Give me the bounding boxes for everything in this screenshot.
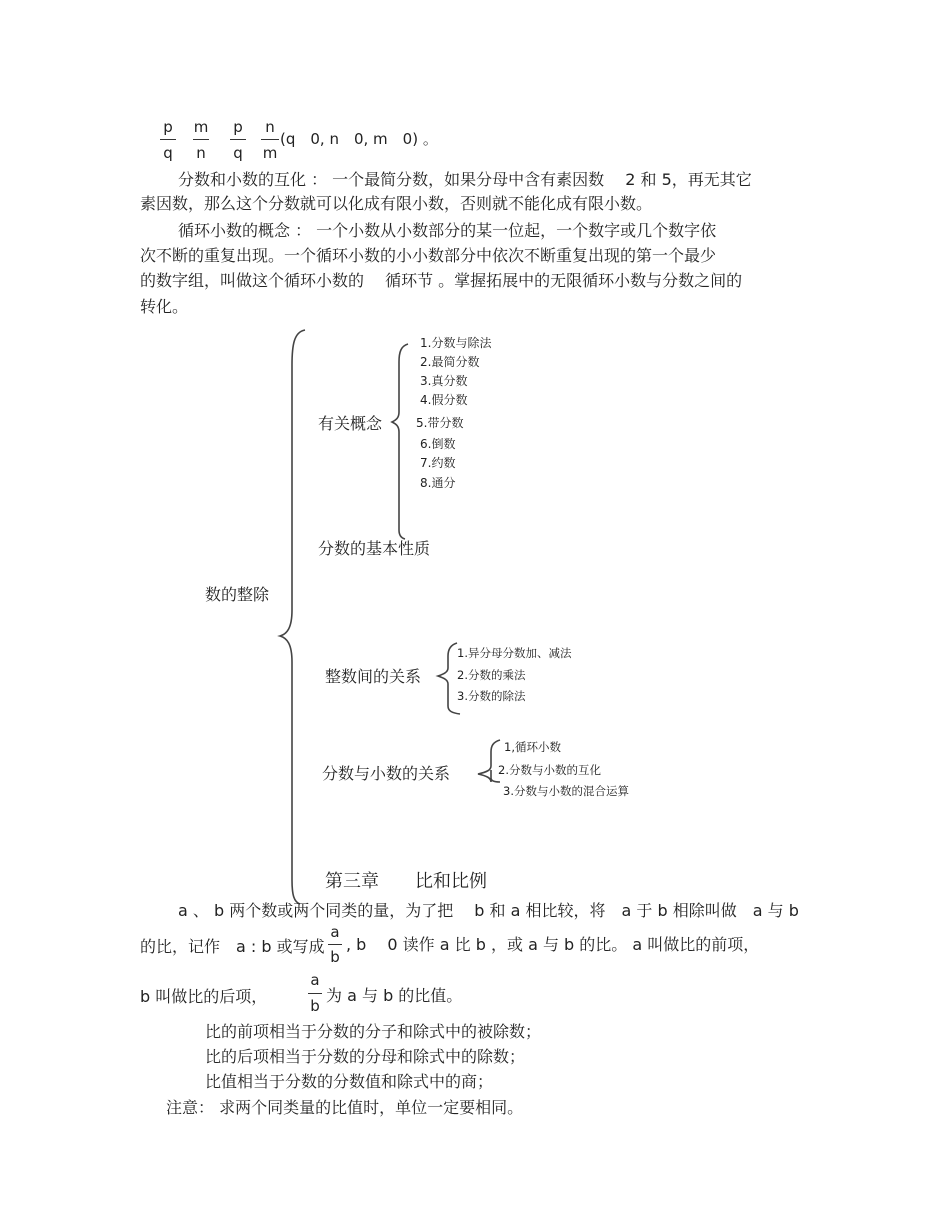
mindmap-leaf: 2.最简分数	[420, 355, 480, 369]
mindmap-leaf: 2.分数与小数的互化	[498, 763, 601, 777]
paragraph-line: 的比，记作 a : b 或写成	[140, 937, 325, 956]
mindmap-leaf: 7.约数	[420, 456, 456, 470]
mindmap-leaf: 8.通分	[420, 476, 456, 490]
fraction-numerator: n	[265, 118, 275, 136]
mindmap-branch-concepts: 有关概念	[318, 414, 383, 433]
mindmap-leaf: 4.假分数	[420, 393, 468, 407]
attention-note: 注意： 求两个同类量的比值时，单位一定要相同。	[166, 1098, 524, 1117]
mindmap-leaf: 3.分数的除法	[457, 689, 526, 703]
fraction-denominator: m	[262, 144, 278, 162]
mindmap-leaf: 6.倒数	[420, 437, 456, 451]
fraction-bar	[328, 944, 342, 945]
chapter-title: 第三章 比和比例	[325, 871, 487, 892]
fraction-denominator: q	[233, 144, 243, 162]
paragraph-line: 次不断的重复出现。一个循环小数的小小数部分中依次不断重复出现的第一个最少	[140, 246, 717, 265]
paragraph-line: a 、 b 两个数或两个同类的量，为了把 b 和 a 相比较，将 a 于 b 相除叫做 a 与 b	[178, 901, 799, 920]
paragraph-line: 为 a 与 b 的比值。	[326, 986, 463, 1005]
fraction-denominator: q	[163, 144, 173, 162]
mindmap-leaf: 1,循环小数	[504, 740, 561, 754]
mindmap-branch-decimals: 分数与小数的关系	[322, 764, 451, 783]
paragraph-line: 素因数，那么这个分数就可以化成有限小数，否则就不能化成有限小数。	[140, 194, 653, 213]
note-line: 比的前项相当于分数的分子和除式中的被除数；	[205, 1022, 542, 1041]
fraction-denominator: n	[196, 144, 206, 162]
fraction-numerator: m	[193, 118, 209, 136]
paragraph-line: 转化。	[140, 297, 189, 316]
mindmap-leaf: 1.异分母分数加、减法	[457, 646, 572, 660]
paragraph-line: 的数字组，叫做这个循环小数的 循环节 。掌握拓展中的无限循环小数与分数之间的	[140, 271, 743, 290]
fraction-numerator: a	[310, 971, 320, 989]
formula-conditions: (q 0, n 0, m 0) 。	[280, 130, 438, 148]
paragraph-line: 循环小数的概念 ： 一个小数从小数部分的某一位起，一个数字或几个数字依	[178, 221, 717, 240]
note-line: 比的后项相当于分数的分母和除式中的除数；	[205, 1047, 526, 1066]
fraction-numerator: p	[233, 118, 243, 136]
mindmap-leaf: 5.带分数	[416, 416, 464, 430]
fraction-denominator: b	[330, 948, 340, 966]
mindmap-leaf: 3.真分数	[420, 374, 468, 388]
fraction-denominator: b	[310, 997, 320, 1015]
mindmap-branch-property: 分数的基本性质	[318, 539, 431, 558]
mindmap-leaf: 1.分数与除法	[420, 336, 492, 350]
note-line: 比值相当于分数的分数值和除式中的商；	[205, 1072, 494, 1091]
paragraph-line: , b 0 读作 a 比 b ，或 a 与 b 的比。 a 叫做比的前项，	[346, 935, 760, 954]
mindmap-leaf: 3.分数与小数的混合运算	[503, 784, 629, 798]
paragraph-line: b 叫做比的后项，	[140, 987, 268, 1006]
mindmap-root: 数的整除	[205, 585, 270, 604]
fraction-numerator: p	[163, 118, 173, 136]
mindmap-leaf: 2.分数的乘法	[457, 668, 526, 682]
fraction-bar	[308, 993, 322, 994]
paragraph-line: 分数和小数的互化 ： 一个最简分数，如果分母中含有素因数 2 和 5，再无其它	[178, 170, 752, 189]
fraction-numerator: a	[330, 923, 340, 941]
mindmap-branch-integers: 整数间的关系	[325, 667, 422, 686]
